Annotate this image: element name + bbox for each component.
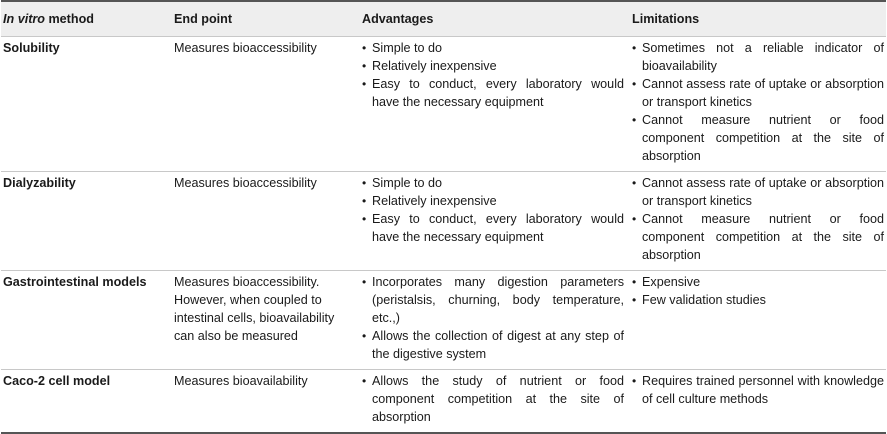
advantage-item: • Easy to conduct, every laboratory would have the necessary equipment: [362, 210, 624, 246]
table-row: [1, 36, 886, 171]
limitation-item: • Cannot measure nutrient or food component competition at the site of absorption: [632, 210, 884, 264]
limitation-item: • Cannot measure nutrient or food component competition at the site of absorption: [632, 111, 884, 165]
header-method-italic: In vitro: [3, 12, 45, 26]
table-header: [1, 0, 886, 36]
method-name: Caco-2 cell model: [3, 374, 111, 388]
header-limitations: Limitations: [632, 12, 700, 26]
advantage-item: • Simple to do: [362, 39, 624, 57]
table-row: [1, 369, 886, 434]
method-name: Gastrointestinal models: [3, 275, 147, 289]
end-point: Measures bioaccessibility: [174, 41, 317, 55]
advantages-cell: [360, 271, 630, 369]
header-method: [1, 10, 172, 28]
advantage-item: • Allows the study of nutrient or food component competition at the site of absorption: [362, 372, 624, 426]
limitation-item: • Cannot assess rate of uptake or absorption or transport kinetics: [632, 75, 884, 111]
advantage-item: • Easy to conduct, every laboratory would have the necessary equipment: [362, 75, 624, 111]
advantage-item: • Relatively inexpensive: [362, 57, 624, 75]
limitations-cell: [630, 37, 886, 171]
end-point: Measures bioaccessibility. However, when coupled to intestinal cells, bioavailability can also be measured: [174, 275, 335, 343]
limitations-cell: [630, 271, 886, 369]
advantage-item: • Simple to do: [362, 174, 624, 192]
advantage-item: • Incorporates many digestion parameters (peristalsis, churning, body temperature, etc.,): [362, 273, 624, 327]
comparison-table: [1, 0, 886, 434]
advantages-cell: [360, 37, 630, 171]
limitation-item: • Cannot assess rate of uptake or absorption or transport kinetics: [632, 174, 884, 210]
end-point: Measures bioavailability: [174, 374, 308, 388]
limitation-item: • Few validation studies: [632, 291, 884, 309]
advantages-cell: [360, 172, 630, 270]
limitation-item: • Sometimes not a reliable indicator of bioavailability: [632, 39, 884, 75]
table-row: [1, 171, 886, 270]
end-point: Measures bioaccessibility: [174, 176, 317, 190]
advantage-item: • Relatively inexpensive: [362, 192, 624, 210]
header-advantages: Advantages: [362, 12, 434, 26]
advantage-item: • Allows the collection of digest at any step of the digestive system: [362, 327, 624, 363]
header-end-point: End point: [174, 12, 233, 26]
limitation-item: • Requires trained personnel with knowledge of cell culture methods: [632, 372, 884, 408]
header-method-rest: method: [44, 12, 94, 26]
table-row: [1, 270, 886, 369]
method-name: Dialyzability: [3, 176, 76, 190]
limitation-item: • Expensive: [632, 273, 884, 291]
method-name: Solubility: [3, 41, 60, 55]
limitations-cell: [630, 172, 886, 270]
